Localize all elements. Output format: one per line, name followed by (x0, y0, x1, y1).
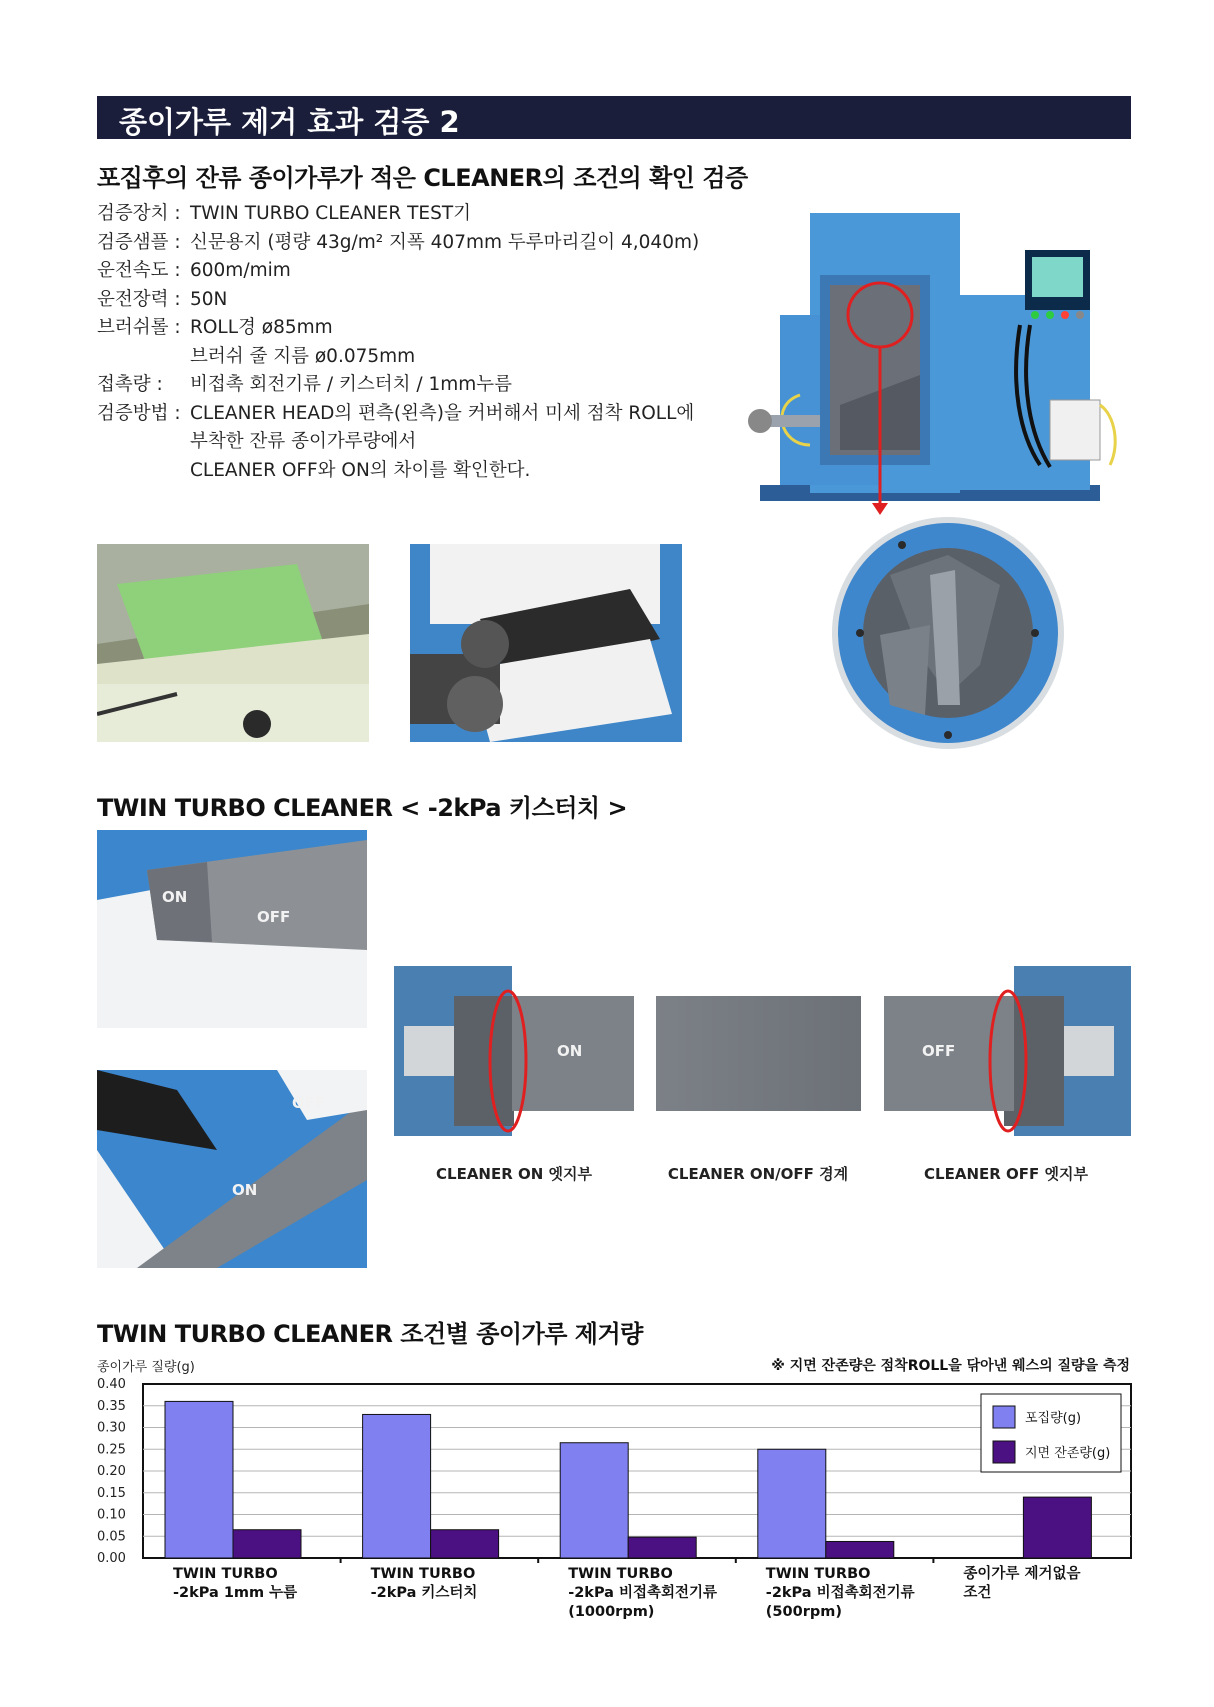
off-label: OFF (922, 1042, 956, 1060)
spec-key: 검증샘플 : (97, 231, 181, 253)
spec-value: CLEANER OFF와 ON의 차이를 확인한다. (190, 459, 531, 481)
y-tick-label: 0.10 (97, 1507, 126, 1523)
y-tick-label: 0.35 (97, 1398, 126, 1414)
off-label: OFF (257, 908, 291, 926)
bar (165, 1401, 233, 1558)
on-label: ON (232, 1181, 258, 1199)
spec-row (97, 400, 699, 429)
on-label: ON (557, 1042, 583, 1060)
cover-photo (97, 544, 369, 742)
section-title: TWIN TURBO CLEANER 조건별 종이가루 제거량 (97, 1320, 643, 1348)
x-tick-label: -2kPa 키스터치 (370, 1585, 478, 1601)
legend-label: 지면 잔존량(g) (1025, 1446, 1111, 1461)
x-tick-label: -2kPa 1mm 누름 (173, 1585, 298, 1601)
bar (560, 1443, 628, 1558)
y-tick-label: 0.15 (97, 1485, 126, 1501)
spec-key: 검증장치 : (97, 203, 181, 224)
bar (233, 1530, 301, 1558)
bar (431, 1530, 499, 1558)
legend-label: 포집량(g) (1025, 1411, 1082, 1426)
x-tick-label: 종이가루 제거없음 (963, 1566, 1081, 1582)
title-bar (97, 96, 1131, 139)
y-tick-label: 0.00 (97, 1551, 126, 1566)
machine-photo (720, 205, 1132, 515)
x-tick-label: -2kPa 비접촉회전기류 (568, 1585, 718, 1601)
caption-boundary: CLEANER ON/OFF 경계 (667, 1165, 849, 1183)
legend-swatch (993, 1441, 1015, 1463)
x-tick-label: TWIN TURBO (568, 1566, 673, 1582)
spec-row (97, 314, 699, 343)
caption-off-edge: CLEANER OFF 엣지부 (924, 1165, 1088, 1183)
spec-row (97, 257, 699, 286)
spec-key: 운전속도 : (97, 260, 181, 281)
bar (1023, 1497, 1091, 1558)
spec-value: 비접촉 회전기류 / 키스터치 / 1mm누름 (190, 374, 513, 395)
x-tick-label: (1000rpm) (568, 1604, 655, 1620)
y-tick-label: 0.30 (97, 1420, 126, 1436)
spec-key (97, 343, 190, 372)
bar-chart (90, 1372, 1140, 1672)
spec-key (97, 428, 190, 457)
spec-value: CLEANER HEAD의 편측(왼측)을 커버해서 미세 점착 ROLL에 (190, 402, 695, 424)
on-off-roll-photo-2 (97, 1070, 367, 1268)
spec-key: 검증방법 : (97, 402, 181, 424)
spec-value: 50N (190, 288, 228, 310)
spec-key (97, 457, 190, 486)
spec-row (97, 229, 699, 258)
x-tick-label: (500rpm) (765, 1604, 842, 1620)
roll-photo (410, 544, 682, 742)
y-tick-label: 0.40 (97, 1377, 126, 1392)
bar (758, 1449, 826, 1558)
spec-value: 부착한 잔류 종이가루량에서 (190, 431, 417, 452)
spec-key: 운전장력 : (97, 288, 181, 310)
x-tick-label: -2kPa 비접촉회전기류 (765, 1585, 915, 1601)
spec-row (97, 343, 699, 372)
cleaner-on-edge-photo (394, 966, 634, 1136)
bar (628, 1537, 696, 1558)
on-label: ON (162, 888, 188, 906)
chart-y-axis-label: 종이가루 질량(g) (97, 1360, 195, 1375)
subheading: 포집후의 잔류 종이가루가 적은 CLEANER의 조건의 확인 검증 (97, 164, 748, 192)
spec-value: 브러쉬 줄 지름 ø0.075mm (190, 345, 416, 367)
legend-swatch (993, 1406, 1015, 1428)
spec-row (97, 200, 699, 229)
y-tick-label: 0.25 (97, 1442, 126, 1458)
y-tick-label: 0.20 (97, 1464, 126, 1479)
cleaner-off-edge-photo (884, 966, 1131, 1136)
spec-row (97, 428, 699, 457)
bar (363, 1414, 431, 1558)
spec-value: 신문용지 (평량 43g/m² 지폭 407mm 두루마리길이 4,040m) (190, 231, 700, 253)
x-tick-label: TWIN TURBO (370, 1566, 476, 1582)
spec-row (97, 286, 699, 315)
spec-key: 브러쉬롤 : (97, 317, 181, 338)
x-tick-label: TWIN TURBO (173, 1566, 278, 1582)
spec-value: TWIN TURBO CLEANER TEST기 (190, 203, 472, 224)
spec-row (97, 371, 699, 400)
caption-on-edge: CLEANER ON 엣지부 (436, 1165, 592, 1183)
y-tick-label: 0.05 (97, 1529, 126, 1545)
boundary-photo (656, 996, 861, 1111)
bar (826, 1541, 894, 1558)
spec-list (97, 200, 699, 485)
x-tick-label: TWIN TURBO (765, 1566, 871, 1582)
off-label: OFF (292, 1094, 326, 1112)
spec-row (97, 457, 699, 486)
chart-note: ※ 지면 잔존량은 점착ROLL을 닦아낸 웨스의 질량을 측정 (771, 1358, 1130, 1374)
x-tick-label: 조건 (963, 1585, 992, 1601)
spec-key: 접촉량 : (97, 374, 163, 395)
page-title: 종이가루 제거 효과 검증 2 (119, 105, 460, 139)
spec-value: 600m/mim (190, 260, 291, 281)
section-title: TWIN TURBO CLEANER < -2kPa 키스터치 > (97, 794, 628, 822)
spec-value: ROLL경 ø85mm (190, 317, 333, 338)
cleaner-head-zoom-photo (830, 515, 1066, 751)
on-off-roll-photo-1 (97, 830, 367, 1028)
